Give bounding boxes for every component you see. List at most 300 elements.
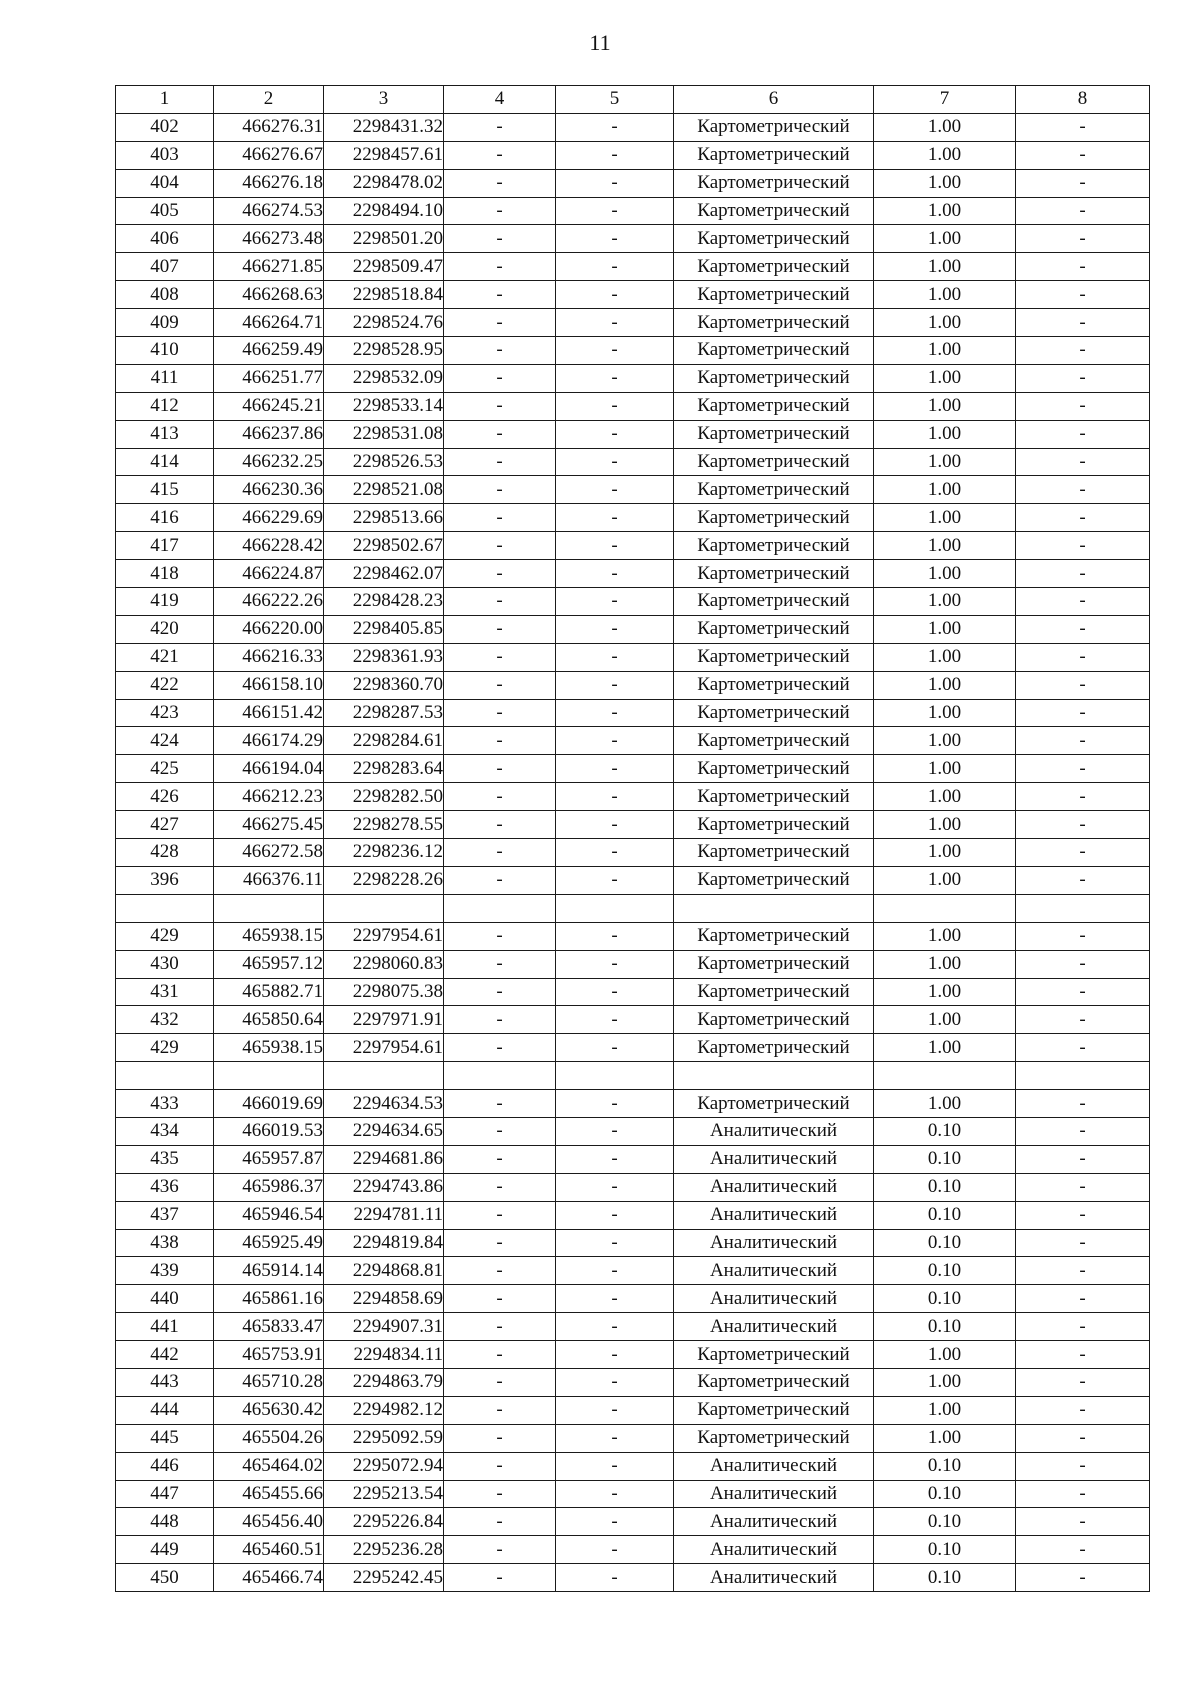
x-coordinate-cell: 466224.87 [214,560,324,588]
table-row [116,1006,1150,1034]
column-5-cell: - [556,978,674,1006]
column-5-cell: - [556,1285,674,1313]
method-cell: Картометрический [674,1424,874,1452]
method-cell: Аналитический [674,1229,874,1257]
table-row [116,1480,1150,1508]
x-coordinate-cell: 465464.02 [214,1452,324,1480]
column-4-cell: - [444,1508,556,1536]
column-8-cell: - [1016,225,1150,253]
column-header: 8 [1016,86,1150,114]
column-4-cell: - [444,1368,556,1396]
method-cell: Аналитический [674,1117,874,1145]
y-coordinate-cell: 2298513.66 [324,504,444,532]
y-coordinate-cell: 2298501.20 [324,225,444,253]
y-coordinate-cell: 2298236.12 [324,839,444,867]
column-5-cell: - [556,1508,674,1536]
point-number-cell: 418 [116,560,214,588]
y-coordinate-cell: 2294634.65 [324,1117,444,1145]
x-coordinate-cell: 465466.74 [214,1564,324,1592]
x-coordinate-cell: 466376.11 [214,866,324,894]
table-row [116,1564,1150,1592]
x-coordinate-cell: 466216.33 [214,643,324,671]
method-cell: Картометрический [674,225,874,253]
y-coordinate-cell: 2298405.85 [324,615,444,643]
method-cell [674,894,874,922]
table-row [116,1285,1150,1313]
column-8-cell: - [1016,950,1150,978]
column-5-cell: - [556,1257,674,1285]
table-row [116,839,1150,867]
method-cell: Картометрический [674,671,874,699]
method-cell: Картометрический [674,1034,874,1062]
method-cell: Картометрический [674,643,874,671]
column-8-cell: - [1016,476,1150,504]
accuracy-cell: 1.00 [874,337,1016,365]
accuracy-cell: 1.00 [874,169,1016,197]
point-number-cell: 410 [116,337,214,365]
column-8-cell: - [1016,755,1150,783]
column-4-cell: - [444,950,556,978]
method-cell: Картометрический [674,978,874,1006]
x-coordinate-cell: 466272.58 [214,839,324,867]
column-8-cell: - [1016,588,1150,616]
method-cell: Картометрический [674,448,874,476]
x-coordinate-cell: 466212.23 [214,783,324,811]
column-4-cell: - [444,560,556,588]
method-cell: Картометрический [674,1368,874,1396]
point-number-cell: 431 [116,978,214,1006]
column-8-cell: - [1016,727,1150,755]
column-5-cell: - [556,671,674,699]
column-4-cell: - [444,392,556,420]
column-header: 1 [116,86,214,114]
point-number-cell: 446 [116,1452,214,1480]
method-cell: Картометрический [674,113,874,141]
table-row [116,1090,1150,1118]
y-coordinate-cell: 2298502.67 [324,532,444,560]
accuracy-cell: 1.00 [874,420,1016,448]
point-number-cell: 408 [116,281,214,309]
method-cell: Картометрический [674,337,874,365]
column-header: 4 [444,86,556,114]
column-8-cell: - [1016,141,1150,169]
y-coordinate-cell: 2295226.84 [324,1508,444,1536]
accuracy-cell: 1.00 [874,532,1016,560]
column-5-cell: - [556,448,674,476]
y-coordinate-cell: 2295092.59 [324,1424,444,1452]
table-row [116,922,1150,950]
accuracy-cell: 1.00 [874,839,1016,867]
y-coordinate-cell: 2294743.86 [324,1173,444,1201]
table-row [116,337,1150,365]
method-cell [674,1062,874,1090]
column-4-cell [444,1062,556,1090]
point-number-cell: 434 [116,1117,214,1145]
table-row [116,504,1150,532]
table-row [116,392,1150,420]
table-row [116,309,1150,337]
column-4-cell: - [444,1257,556,1285]
column-8-cell: - [1016,866,1150,894]
y-coordinate-cell: 2294982.12 [324,1396,444,1424]
point-number-cell: 406 [116,225,214,253]
table-header-row [116,86,1150,114]
column-4-cell: - [444,1285,556,1313]
method-cell: Картометрический [674,783,874,811]
column-8-cell: - [1016,1285,1150,1313]
column-5-cell: - [556,1145,674,1173]
method-cell: Картометрический [674,1341,874,1369]
table-row [116,588,1150,616]
x-coordinate-cell: 465925.49 [214,1229,324,1257]
accuracy-cell: 1.00 [874,281,1016,309]
x-coordinate-cell: 466229.69 [214,504,324,532]
x-coordinate-cell: 466276.18 [214,169,324,197]
column-4-cell: - [444,141,556,169]
point-number-cell: 417 [116,532,214,560]
y-coordinate-cell: 2298283.64 [324,755,444,783]
column-4-cell: - [444,1229,556,1257]
x-coordinate-cell: 466268.63 [214,281,324,309]
accuracy-cell: 1.00 [874,225,1016,253]
column-4-cell: - [444,1034,556,1062]
table-row [116,811,1150,839]
x-coordinate-cell: 465833.47 [214,1313,324,1341]
column-5-cell: - [556,337,674,365]
x-coordinate-cell: 465630.42 [214,1396,324,1424]
table-row [116,1396,1150,1424]
column-4-cell: - [444,364,556,392]
accuracy-cell: 0.10 [874,1173,1016,1201]
y-coordinate-cell [324,894,444,922]
table-row [116,866,1150,894]
column-4-cell: - [444,1396,556,1424]
method-cell: Картометрический [674,560,874,588]
column-8-cell: - [1016,1090,1150,1118]
accuracy-cell: 1.00 [874,253,1016,281]
method-cell: Картометрический [674,1396,874,1424]
column-4-cell: - [444,169,556,197]
point-number-cell: 448 [116,1508,214,1536]
point-number-cell: 427 [116,811,214,839]
y-coordinate-cell: 2297971.91 [324,1006,444,1034]
column-8-cell: - [1016,1480,1150,1508]
point-number-cell: 432 [116,1006,214,1034]
column-5-cell: - [556,141,674,169]
column-4-cell: - [444,448,556,476]
table-row [116,476,1150,504]
y-coordinate-cell: 2294781.11 [324,1201,444,1229]
column-4-cell: - [444,225,556,253]
accuracy-cell: 1.00 [874,783,1016,811]
table-row [116,1201,1150,1229]
column-5-cell: - [556,253,674,281]
y-coordinate-cell: 2298526.53 [324,448,444,476]
column-8-cell: - [1016,337,1150,365]
column-4-cell: - [444,643,556,671]
column-4-cell: - [444,1006,556,1034]
y-coordinate-cell: 2297954.61 [324,922,444,950]
coordinates-table [115,85,1150,1592]
column-4-cell: - [444,281,556,309]
table-row [116,225,1150,253]
column-8-cell: - [1016,839,1150,867]
x-coordinate-cell: 465986.37 [214,1173,324,1201]
column-5-cell: - [556,922,674,950]
column-4-cell: - [444,922,556,950]
point-number-cell: 416 [116,504,214,532]
method-cell: Картометрический [674,392,874,420]
x-coordinate-cell: 466019.53 [214,1117,324,1145]
column-5-cell: - [556,1396,674,1424]
column-4-cell: - [444,1201,556,1229]
x-coordinate-cell: 465710.28 [214,1368,324,1396]
x-coordinate-cell: 466194.04 [214,755,324,783]
table-row [116,532,1150,560]
accuracy-cell: 1.00 [874,113,1016,141]
point-number-cell: 419 [116,588,214,616]
method-cell: Картометрический [674,839,874,867]
column-8-cell: - [1016,1424,1150,1452]
point-number-cell: 441 [116,1313,214,1341]
column-8-cell [1016,894,1150,922]
x-coordinate-cell: 465753.91 [214,1341,324,1369]
point-number-cell: 412 [116,392,214,420]
x-coordinate-cell: 465882.71 [214,978,324,1006]
accuracy-cell: 0.10 [874,1564,1016,1592]
y-coordinate-cell: 2294868.81 [324,1257,444,1285]
column-8-cell: - [1016,560,1150,588]
y-coordinate-cell: 2298532.09 [324,364,444,392]
column-8-cell: - [1016,1368,1150,1396]
accuracy-cell: 1.00 [874,1396,1016,1424]
accuracy-cell: 1.00 [874,1006,1016,1034]
column-5-cell [556,1062,674,1090]
table-row [116,978,1150,1006]
point-number-cell: 405 [116,197,214,225]
y-coordinate-cell: 2298228.26 [324,866,444,894]
column-8-cell: - [1016,197,1150,225]
column-4-cell: - [444,588,556,616]
column-5-cell: - [556,643,674,671]
x-coordinate-cell: 465957.87 [214,1145,324,1173]
column-5-cell: - [556,588,674,616]
method-cell: Картометрический [674,755,874,783]
column-4-cell: - [444,1313,556,1341]
accuracy-cell: 1.00 [874,755,1016,783]
point-number-cell: 423 [116,699,214,727]
column-8-cell [1016,1062,1150,1090]
y-coordinate-cell: 2294863.79 [324,1368,444,1396]
table-row [116,783,1150,811]
column-8-cell: - [1016,643,1150,671]
column-8-cell: - [1016,392,1150,420]
x-coordinate-cell: 466220.00 [214,615,324,643]
accuracy-cell: 0.10 [874,1257,1016,1285]
point-number-cell: 450 [116,1564,214,1592]
y-coordinate-cell: 2298278.55 [324,811,444,839]
column-8-cell: - [1016,1145,1150,1173]
table-row [116,950,1150,978]
x-coordinate-cell: 466276.31 [214,113,324,141]
x-coordinate-cell: 466271.85 [214,253,324,281]
column-8-cell: - [1016,1452,1150,1480]
x-coordinate-cell: 466274.53 [214,197,324,225]
column-5-cell: - [556,1452,674,1480]
accuracy-cell [874,1062,1016,1090]
column-4-cell: - [444,978,556,1006]
point-number-cell: 396 [116,866,214,894]
column-5-cell: - [556,1117,674,1145]
column-8-cell: - [1016,1257,1150,1285]
column-header: 6 [674,86,874,114]
column-4-cell: - [444,1173,556,1201]
method-cell: Аналитический [674,1173,874,1201]
table-row [116,1173,1150,1201]
point-number-cell: 403 [116,141,214,169]
column-8-cell: - [1016,783,1150,811]
column-5-cell: - [556,364,674,392]
method-cell: Картометрический [674,727,874,755]
column-5-cell: - [556,1341,674,1369]
accuracy-cell: 1.00 [874,448,1016,476]
x-coordinate-cell: 466158.10 [214,671,324,699]
column-4-cell [444,894,556,922]
column-4-cell: - [444,197,556,225]
y-coordinate-cell: 2298360.70 [324,671,444,699]
column-8-cell: - [1016,1006,1150,1034]
column-header: 5 [556,86,674,114]
x-coordinate-cell: 465456.40 [214,1508,324,1536]
column-5-cell: - [556,839,674,867]
accuracy-cell: 1.00 [874,560,1016,588]
column-4-cell: - [444,476,556,504]
y-coordinate-cell: 2298462.07 [324,560,444,588]
method-cell: Картометрический [674,197,874,225]
accuracy-cell: 0.10 [874,1201,1016,1229]
x-coordinate-cell: 466232.25 [214,448,324,476]
x-coordinate-cell: 466151.42 [214,699,324,727]
column-5-cell: - [556,169,674,197]
accuracy-cell: 0.10 [874,1117,1016,1145]
y-coordinate-cell: 2295213.54 [324,1480,444,1508]
y-coordinate-cell: 2298518.84 [324,281,444,309]
y-coordinate-cell: 2298533.14 [324,392,444,420]
y-coordinate-cell: 2298428.23 [324,588,444,616]
point-number-cell: 439 [116,1257,214,1285]
y-coordinate-cell: 2298431.32 [324,113,444,141]
x-coordinate-cell: 465850.64 [214,1006,324,1034]
table-row [116,615,1150,643]
table-row [116,671,1150,699]
column-8-cell: - [1016,615,1150,643]
accuracy-cell: 0.10 [874,1285,1016,1313]
point-number-cell: 436 [116,1173,214,1201]
column-4-cell: - [444,1145,556,1173]
point-number-cell: 437 [116,1201,214,1229]
accuracy-cell: 1.00 [874,197,1016,225]
column-8-cell: - [1016,113,1150,141]
y-coordinate-cell: 2298287.53 [324,699,444,727]
column-5-cell: - [556,699,674,727]
table-row [116,1313,1150,1341]
table-row [116,420,1150,448]
y-coordinate-cell: 2295242.45 [324,1564,444,1592]
accuracy-cell: 1.00 [874,476,1016,504]
method-cell: Картометрический [674,364,874,392]
method-cell: Картометрический [674,169,874,197]
column-5-cell: - [556,783,674,811]
column-5-cell: - [556,560,674,588]
x-coordinate-cell [214,894,324,922]
method-cell: Картометрический [674,420,874,448]
page-number: 11 [589,30,611,55]
table-row [116,113,1150,141]
method-cell: Аналитический [674,1257,874,1285]
column-4-cell: - [444,811,556,839]
method-cell: Картометрический [674,615,874,643]
method-cell: Картометрический [674,588,874,616]
y-coordinate-cell: 2297954.61 [324,1034,444,1062]
method-cell: Аналитический [674,1452,874,1480]
accuracy-cell: 1.00 [874,1368,1016,1396]
column-4-cell: - [444,783,556,811]
x-coordinate-cell: 465460.51 [214,1536,324,1564]
method-cell: Картометрический [674,922,874,950]
x-coordinate-cell: 466174.29 [214,727,324,755]
column-5-cell: - [556,197,674,225]
y-coordinate-cell: 2294858.69 [324,1285,444,1313]
column-8-cell: - [1016,1508,1150,1536]
column-8-cell: - [1016,1201,1150,1229]
column-4-cell: - [444,420,556,448]
y-coordinate-cell: 2298060.83 [324,950,444,978]
y-coordinate-cell: 2294834.11 [324,1341,444,1369]
column-8-cell: - [1016,1313,1150,1341]
table-row [116,1062,1150,1090]
column-8-cell: - [1016,1117,1150,1145]
table-row [116,1452,1150,1480]
accuracy-cell: 1.00 [874,643,1016,671]
table-row [116,253,1150,281]
column-4-cell: - [444,1117,556,1145]
y-coordinate-cell: 2298528.95 [324,337,444,365]
column-8-cell: - [1016,420,1150,448]
table-row [116,1536,1150,1564]
column-header: 3 [324,86,444,114]
column-8-cell: - [1016,922,1150,950]
y-coordinate-cell: 2294681.86 [324,1145,444,1173]
column-4-cell: - [444,727,556,755]
point-number-cell: 413 [116,420,214,448]
table-row [116,364,1150,392]
table-row [116,1034,1150,1062]
column-5-cell: - [556,1536,674,1564]
table-body [116,113,1150,1591]
accuracy-cell: 1.00 [874,504,1016,532]
x-coordinate-cell: 466259.49 [214,337,324,365]
column-5-cell: - [556,1368,674,1396]
accuracy-cell: 1.00 [874,950,1016,978]
column-5-cell: - [556,309,674,337]
column-5-cell: - [556,392,674,420]
table-row [116,141,1150,169]
x-coordinate-cell: 465938.15 [214,922,324,950]
accuracy-cell: 0.10 [874,1229,1016,1257]
x-coordinate-cell: 465946.54 [214,1201,324,1229]
x-coordinate-cell: 466245.21 [214,392,324,420]
column-8-cell: - [1016,1396,1150,1424]
